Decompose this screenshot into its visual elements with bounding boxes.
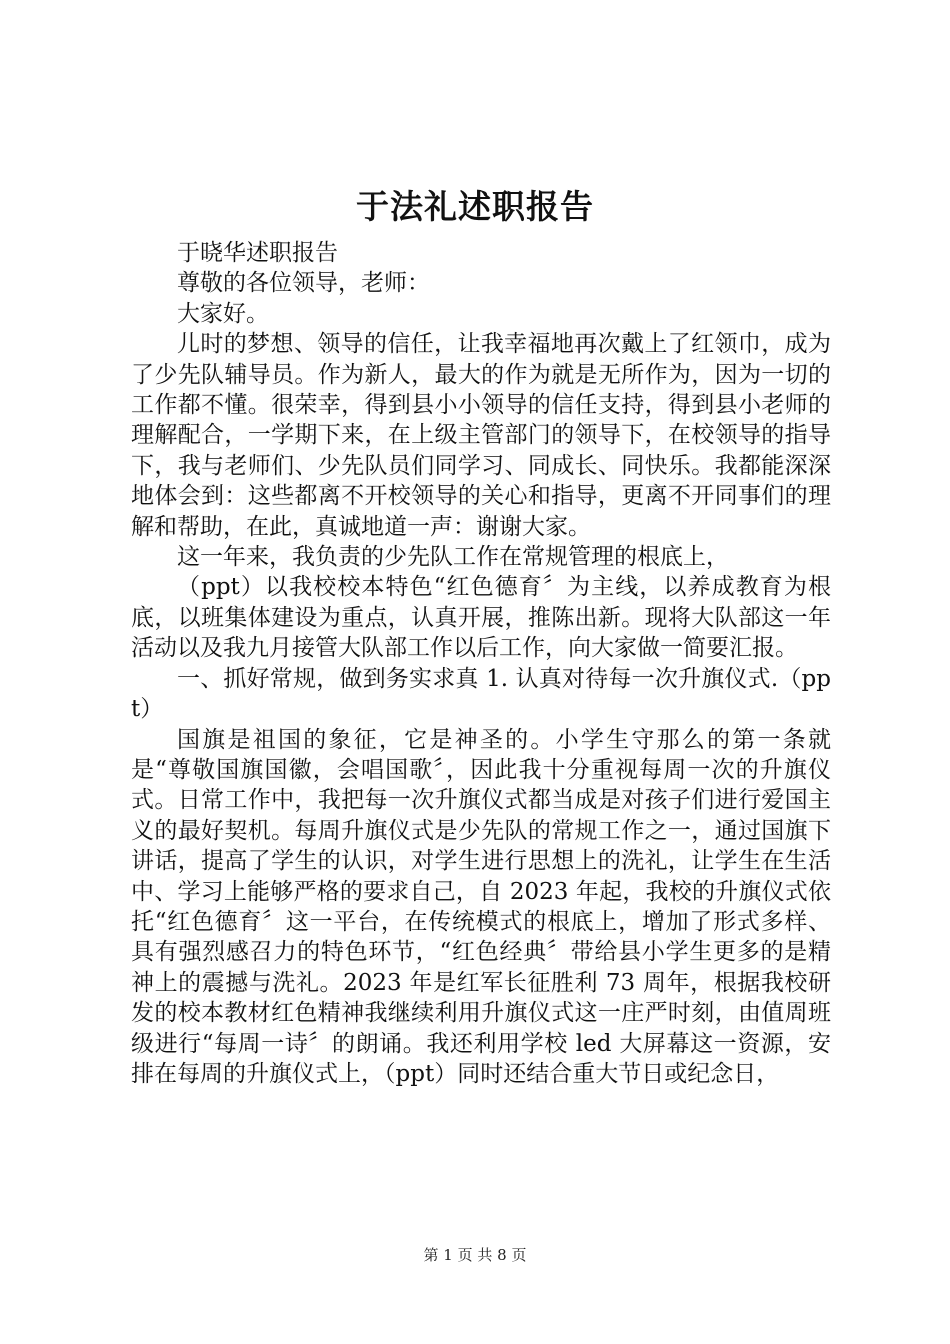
paragraph-theme: （ppt）以我校校本特色“红色德育〞为主线，以养成教育为根底，以班集体建设为重点，认真开展，推陈出新。现将大队部这一年活动以及我九月接管大队部工作以后工作，向大家做一简要汇报。 bbox=[131, 574, 831, 662]
paragraph-flag-ceremony: 国旗是祖国的象征，它是神圣的。小学生守那么的第一条就是“尊敬国旗国徽，会唱国歌〞，因此我十分重视每周一次的升旗仪式。日常工作中，我把每一次升旗仪式都当成是对孩子们进行爱国主义的最好契机。每周升旗仪式是少先队的常规工作之一，通过国旗下讲话，提高了学生的认识，对学生进行思想上的洗礼，让学生在生活中、学习上能够严格的要求自己，自 2023 年起，我校的升旗仪式依托“红色德育〞这一平台，在传统模式的根底上，增加了形式多样、具有强烈感召力的特色环节，“红色经典〞带给县小学生更多的是精神上的震撼与洗礼。2023 年是红军长征胜利 73 周年，根据我校研发的校本教材红色精神我继续利用升旗仪式这一庄严时刻，由值周班级进行“每周一诗〞的朗诵。我还利用学校 led 大屏幕这一资源，安排在每周的升旗仪式上，（ppt）同时还结合重大节日或纪念日， bbox=[131, 726, 831, 1087]
page-footer: 第 1 页 共 8 页 bbox=[423, 1246, 527, 1264]
document-body bbox=[131, 238, 831, 1089]
paragraph-subtitle: 于晓华述职报告 bbox=[177, 240, 338, 266]
paragraph-year-overview: 这一年来，我负责的少先队工作在常规管理的根底上， bbox=[177, 544, 729, 571]
document-title: 于法礼述职报告 bbox=[356, 187, 594, 226]
paragraph-section-heading: 一、抓好常规，做到务实求真 1. 认真对待每一次升旗仪式.（ppt） bbox=[131, 665, 831, 723]
paragraph-intro: 儿时的梦想、领导的信任，让我幸福地再次戴上了红领巾，成为了少先队辅导员。作为新人，最大的作为就是无所作为，因为一切的工作都不懂。很荣幸，得到县小小领导的信任支持，得到县小老师的理解配合，一学期下来，在上级主管部门的领导下，在校领导的指导下，我与老师们、少先队员们同学习、同成长、同快乐。我都能深深地体会到：这些都离不开校领导的关心和指导，更离不开同事们的理解和帮助，在此，真诚地道一声：谢谢大家。 bbox=[131, 331, 831, 540]
paragraph-salutation: 尊敬的各位领导，老师： bbox=[177, 270, 430, 297]
paragraph-greeting: 大家好。 bbox=[177, 300, 269, 327]
